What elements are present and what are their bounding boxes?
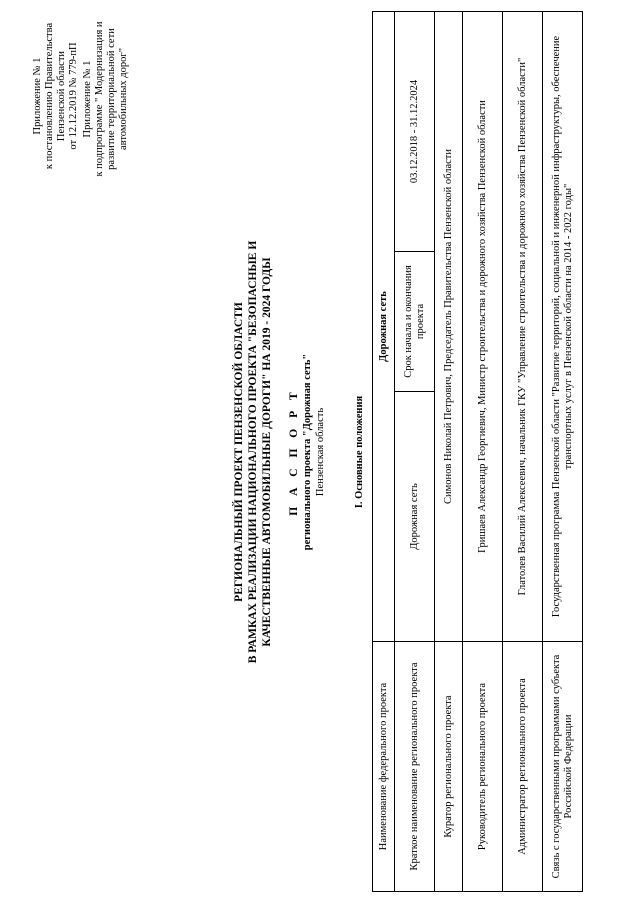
appendix-resolution-note — [32, 12, 80, 180]
document-title — [232, 12, 274, 892]
main-provisions-table — [372, 11, 583, 892]
title-line: РЕГИОНАЛЬНЫЙ ПРОЕКТ ПЕНЗЕНСКОЙ ОБЛАСТИ — [233, 302, 245, 602]
row-value: Дорожная сеть — [373, 11, 395, 641]
row-value: Государственная программа Пензенской области "Развитие территорий, социальной и инженерной инфраструктуры, обеспечение транспортных услуг в Пензенской области на 2014 - 2022 годы" — [543, 11, 583, 641]
period-value: 03.12.2018 - 31.12.2024 — [395, 11, 435, 251]
appendix-line: Приложение № 1 — [32, 57, 43, 135]
appendix-line: к постановлению Правительства — [44, 22, 55, 170]
table-row — [435, 11, 463, 891]
period-label: Срок начала и окончания проекта — [395, 252, 435, 392]
row-label: Связь с государственными программами субъекта Российской Федерации — [543, 642, 583, 892]
appendix-line: к подпрограмме " Модернизация и — [94, 21, 105, 177]
row-label: Куратор регионального проекта — [435, 642, 463, 892]
passport-title: П А С П О Р Т — [288, 388, 300, 516]
row-value: Симонов Николай Петрович, Председатель Правительства Пензенской области — [435, 11, 463, 641]
row-label: Краткое наименование регионального проекта — [395, 642, 435, 892]
appendix-line: от 12.12.2019 № 779-пП — [68, 42, 79, 150]
passport-subtitle: регионального проекта "Дорожная сеть" — [302, 353, 313, 551]
appendix-line: Пензенской области — [56, 50, 67, 142]
table-row — [463, 11, 503, 891]
title-line: В РАМКАХ РЕАЛИЗАЦИИ НАЦИОНАЛЬНОГО ПРОЕКТА "БЕЗОПАСНЫЕ И — [247, 240, 259, 664]
table-row — [373, 11, 395, 891]
appendix-line: развитие территориальной сети — [106, 28, 117, 170]
appendix-line: автомобильных дорог" — [118, 48, 129, 150]
passport-header — [288, 12, 327, 892]
table-row — [395, 11, 435, 891]
row-value: Дорожная сеть — [395, 392, 435, 642]
appendix-line: Приложение № 1 — [82, 60, 93, 138]
row-value: Глатолев Василий Алексеевич, начальник ГКУ "Управление строительства и дорожного хозяйства Пензенской области" — [503, 11, 543, 641]
appendix-subprogram-note — [82, 0, 130, 204]
passport-region: Пензенская область — [315, 407, 326, 497]
row-label: Руководитель регионального проекта — [463, 642, 503, 892]
document-page — [20, 12, 620, 892]
table-row — [503, 11, 543, 891]
row-label: Наименование федерального проекта — [373, 642, 395, 892]
table-row — [543, 11, 583, 891]
row-label: Администратор регионального проекта — [503, 642, 543, 892]
row-value: Гришаев Александр Георгиевич, Министр строительства и дорожного хозяйства Пензенской области — [463, 11, 503, 641]
title-line: КАЧЕСТВЕННЫЕ АВТОМОБИЛЬНЫЕ ДОРОГИ" НА 2019 - 2024 ГОДЫ — [261, 257, 273, 647]
section-heading: I. Основные положения — [354, 395, 365, 509]
